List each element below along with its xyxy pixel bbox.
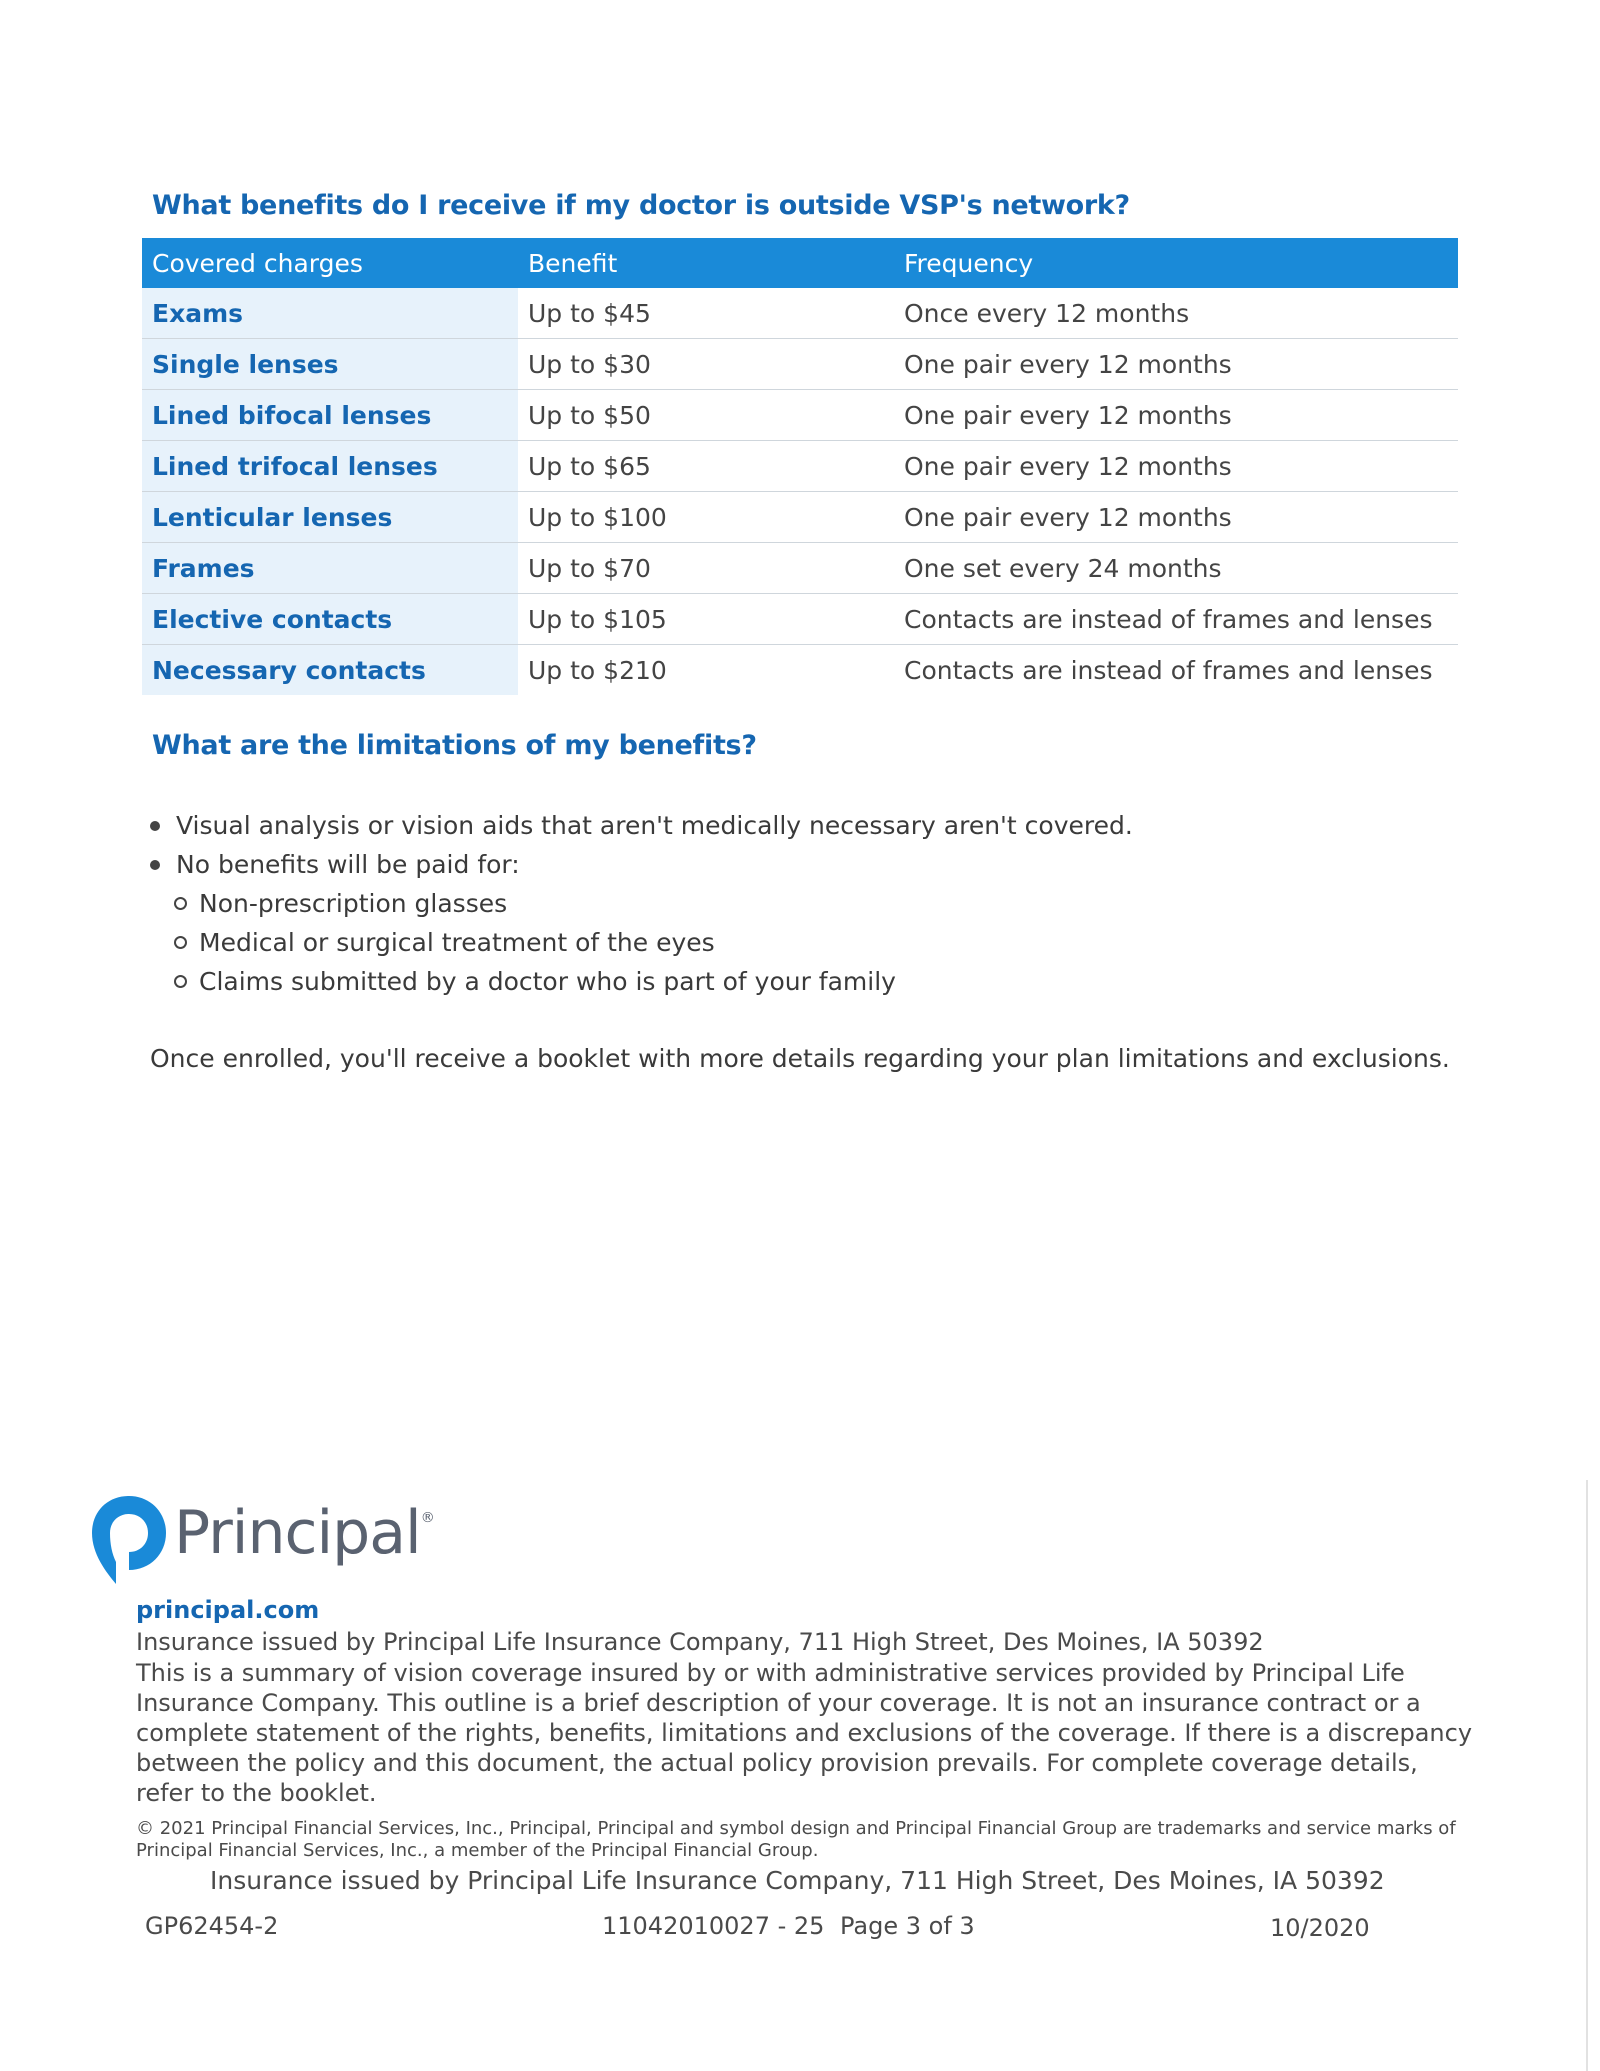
table-header bbox=[142, 238, 1458, 288]
benefit-cell: Up to $70 bbox=[528, 553, 651, 583]
benefit-cell: Up to $210 bbox=[528, 655, 667, 685]
bullet-circle-icon bbox=[174, 897, 187, 910]
charge-cell: Elective contacts bbox=[142, 594, 518, 644]
table-row bbox=[142, 543, 1458, 594]
principal-logo-icon bbox=[88, 1492, 170, 1593]
frequency-cell: Contacts are instead of frames and lenses bbox=[904, 655, 1433, 685]
table-row bbox=[142, 288, 1458, 339]
table-row bbox=[142, 441, 1458, 492]
charge-cell: Lenticular lenses bbox=[142, 492, 518, 542]
bullet-text: Visual analysis or vision aids that aren't medically necessary aren't covered. bbox=[176, 811, 1133, 840]
benefit-cell: Up to $50 bbox=[528, 400, 651, 430]
charge-cell: Frames bbox=[142, 543, 518, 593]
sub-bullet-text: Claims submitted by a doctor who is part of your family bbox=[199, 967, 896, 996]
column-header-benefit: Benefit bbox=[528, 248, 618, 278]
benefit-cell: Up to $100 bbox=[528, 502, 667, 532]
bullet-dot-icon bbox=[150, 821, 160, 831]
table-row bbox=[142, 339, 1458, 390]
frequency-cell: One pair every 12 months bbox=[904, 502, 1232, 532]
charge-cell: Single lenses bbox=[142, 339, 518, 389]
issued-by-text: Insurance issued by Principal Life Insurance Company, 711 High Street, Des Moines, IA 50392 bbox=[136, 1628, 1264, 1656]
page-number: Page 3 of 3 bbox=[840, 1912, 975, 1940]
charge-cell: Exams bbox=[142, 288, 518, 338]
document-date: 10/2020 bbox=[1270, 1914, 1370, 1942]
list-item bbox=[150, 845, 1133, 884]
document-number: 11042010027 - 25 bbox=[602, 1912, 825, 1940]
frequency-cell: One pair every 12 months bbox=[904, 400, 1232, 430]
frequency-cell: Once every 12 months bbox=[904, 298, 1190, 328]
bullet-dot-icon bbox=[150, 860, 160, 870]
charge-cell: Necessary contacts bbox=[142, 645, 518, 695]
logo-text: Principal bbox=[174, 1498, 421, 1568]
form-id: GP62454-2 bbox=[145, 1912, 279, 1940]
booklet-note: Once enrolled, you'll receive a booklet with more details regarding your plan limitations and exclusions. bbox=[150, 1044, 1450, 1073]
limitations-list bbox=[150, 806, 1133, 1001]
bullet-text: No benefits will be paid for: bbox=[176, 850, 520, 879]
benefit-cell: Up to $30 bbox=[528, 349, 651, 379]
charge-cell: Lined trifocal lenses bbox=[142, 441, 518, 491]
copyright-text: © 2021 Principal Financial Services, Inc., Principal, Principal and symbol design and Principal Financial Group are trademarks and service marks of Principal Financial Services, Inc., a member of the Principal Financial Group. bbox=[136, 1818, 1456, 1861]
bullet-circle-icon bbox=[174, 975, 187, 988]
table-row bbox=[142, 645, 1458, 695]
bullet-circle-icon bbox=[174, 936, 187, 949]
coverage-summary-text: This is a summary of vision coverage insured by or with administrative services provided by Principal Life Insurance Company. This outline is a brief description of your coverage. It is not an insurance contract or a complete statement of the rights, benefits, limitations and exclusions of the coverage. If there is a discrepancy between the policy and this document, the actual policy provision prevails. For complete coverage details, refer to the booklet. bbox=[136, 1659, 1473, 1807]
out-of-network-table bbox=[142, 238, 1458, 695]
frequency-cell: One pair every 12 months bbox=[904, 451, 1232, 481]
benefit-cell: Up to $105 bbox=[528, 604, 667, 634]
registered-mark: ® bbox=[420, 1510, 434, 1526]
sub-bullet-text: Medical or surgical treatment of the eyes bbox=[199, 928, 715, 957]
frequency-cell: One pair every 12 months bbox=[904, 349, 1232, 379]
column-header-frequency: Frequency bbox=[904, 248, 1034, 278]
scan-edge-divider bbox=[1586, 1480, 1588, 2071]
table-row bbox=[142, 390, 1458, 441]
sub-list-item bbox=[150, 962, 1133, 1001]
benefit-cell: Up to $65 bbox=[528, 451, 651, 481]
table-row bbox=[142, 492, 1458, 543]
charge-cell: Lined bifocal lenses bbox=[142, 390, 518, 440]
sub-list-item bbox=[150, 884, 1133, 923]
table-row bbox=[142, 594, 1458, 645]
principal-wordmark bbox=[174, 1498, 434, 1568]
limitations-heading: What are the limitations of my benefits? bbox=[152, 730, 757, 761]
issued-by-repeat-text: Insurance issued by Principal Life Insurance Company, 711 High Street, Des Moines, IA 50392 bbox=[210, 1866, 1385, 1895]
column-header-covered-charges: Covered charges bbox=[152, 248, 363, 278]
frequency-cell: Contacts are instead of frames and lenses bbox=[904, 604, 1433, 634]
out-of-network-heading: What benefits do I receive if my doctor is outside VSP's network? bbox=[152, 190, 1130, 221]
list-item bbox=[150, 806, 1133, 845]
benefit-cell: Up to $45 bbox=[528, 298, 651, 328]
sub-list-item bbox=[150, 923, 1133, 962]
sub-bullet-text: Non-prescription glasses bbox=[199, 889, 508, 918]
website-link[interactable]: principal.com bbox=[136, 1596, 320, 1624]
frequency-cell: One set every 24 months bbox=[904, 553, 1222, 583]
